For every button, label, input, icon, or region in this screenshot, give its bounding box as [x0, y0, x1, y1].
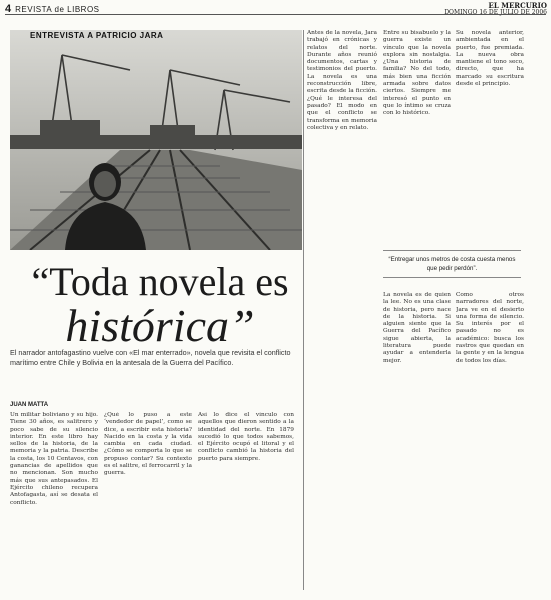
headline-line-1: “Toda novela es: [31, 259, 289, 304]
column-text: ¿Qué lo puso a este ‘vendedor de papel’, como se dice, a escribir esta historia? Nacido en la costa y la vida cambia en cada ciudad. ¿Cómo se comporta lo que se propuso contar? Su contexto es el salitre, el ferrocarril y la guerra.: [104, 412, 192, 477]
body-column-6: [456, 30, 524, 245]
column-divider: [303, 30, 304, 590]
body-column-7: [383, 292, 451, 592]
page-number: 4: [5, 3, 12, 15]
headline: [15, 259, 305, 351]
column-text: Antes de la novela, Jara trabajó en crónicas y relatos del norte. Durante años reunió documentos, cartas y testimonios del puerto. La novela es una reconstrucción libre, escrita desde la ficción. ¿Qué le interesa del pasado? El modo en que el conflicto se transforma en memoria colectiva y en relato.: [307, 30, 377, 131]
portrait-photo: [10, 30, 302, 250]
article-deck: El narrador antofagastino vuelve con «El mar enterrado», novela que revisita el conflicto marítimo entre Chile y Bolivia en la antesala de la Guerra del Pacífico.: [10, 348, 291, 367]
column-text: Un militar boliviano y su hijo. Tiene 30 años, es salitrero y poco sabe de su silencio interior. En este libro hay sellos de la historia, de la memoria y la patria. Describe la costa, los 10 Centavos, con ganancias de apellidos que no mencionan. Son mucho más que sus antepasados. El Ejército chileno recupera Antofagasta, así se desata el conflicto.: [10, 412, 98, 506]
body-column-2: [104, 412, 192, 594]
column-text: La novela es de quien la lee. No es una clase de historia, pero nace de la historia. Si alguien siente que la Guerra del Pacífico sigue abierta, la literatura puede ayudar a entenderla mejor.: [383, 292, 451, 364]
body-column-8: [456, 292, 524, 592]
pull-quote: “Entregar unos metros de costa cuesta menos que pedir perdón”.: [383, 250, 521, 278]
body-column-1: [10, 412, 98, 594]
headline-line-2: histórica”: [65, 300, 255, 351]
header-rule: [5, 14, 546, 15]
column-text: Su novela anterior, ambientada en el puerto, fue premiada. La nueva obra mantiene el tono seco, directo, que ha marcado su escritura desde el principio.: [456, 30, 524, 88]
body-column-5: [383, 30, 451, 245]
interview-kicker: ENTREVISTA A PATRICIO JARA: [30, 31, 164, 40]
publication-name: EL MERCURIO: [488, 1, 547, 10]
body-column-4: [307, 30, 377, 590]
byline: JUAN MATTA: [10, 402, 49, 408]
column-text: Así lo dice el vínculo con aquellos que dieron sentido a la identidad del norte. En 1879 sucedió lo que todos sabemos, el Ejército ocupó el litoral y el conflicto cambió la historia del puerto para siempre.: [198, 412, 294, 462]
harbor-scene-image: [10, 30, 302, 250]
column-text: Como otros narradores del norte, Jara ve en el desierto una forma de silencio. Su interés por el pasado no es académico: busca los rastros que quedan en la gente y en la lengua de todos los días.: [456, 292, 524, 364]
column-text: Entre su bisabuelo y la guerra existe un vínculo que la novela explora sin nostalgia. ¿Una historia de familia? No del todo, más bien una ficción armada sobre datos ciertos. Siempre me interesó el punto en que lo íntimo se cruza con lo histórico.: [383, 30, 451, 117]
publication-date: DOMINGO 16 DE JULIO DE 2006: [444, 9, 547, 16]
body-column-3: [198, 412, 294, 594]
section-name: REVISTA de LIBROS: [15, 5, 100, 14]
